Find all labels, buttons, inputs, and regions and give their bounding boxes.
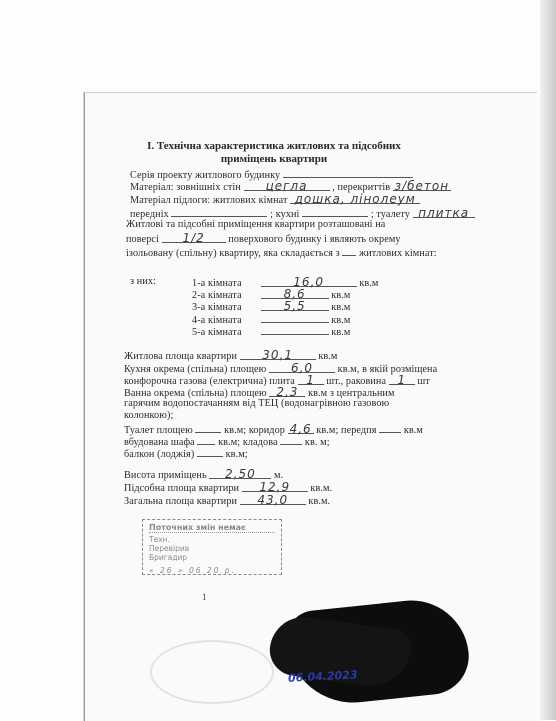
building-text: поверхового будинку і являють окрему	[228, 234, 401, 245]
balcony-unit: кв.м;	[225, 449, 248, 460]
sink-unit: шт	[417, 376, 430, 387]
stamp-line-technician: Техн.	[149, 535, 170, 544]
kitchen-floor-field	[302, 206, 368, 217]
height-value: 2,50	[225, 467, 256, 481]
sink-value: 1	[397, 373, 407, 387]
stamp-line-foreman: Бригадир	[149, 553, 188, 562]
aux-area-row	[124, 481, 332, 495]
entrance-label: кв.м; передпя	[316, 425, 377, 436]
isolated-text: ізольовану (спільну) квартиру, яка складається з	[126, 248, 340, 259]
stamp-line-checked: Перевірив	[149, 544, 190, 553]
room-value: 8,6	[283, 287, 306, 301]
room-value: 5,5	[283, 299, 306, 313]
faded-seal	[150, 640, 274, 704]
room-row	[192, 324, 350, 339]
floors-value: з/бетон	[394, 179, 450, 193]
aux-area-value: 12,9	[259, 480, 291, 494]
balcony-label: балкон (лоджія)	[124, 449, 195, 460]
room-label: 3-а кімната	[192, 302, 242, 313]
stove-value: 1	[306, 373, 315, 387]
pantry-unit: кв. м;	[304, 437, 330, 448]
height-unit: м.	[274, 470, 284, 481]
floor-material-label: Матеріал підлоги: житлових кімнат	[130, 195, 288, 206]
toilet-area-label: Туалет площею	[124, 425, 193, 436]
kitchen-area-rest: кв.м, в якій розміщена	[337, 364, 438, 375]
stove-rest: шт., раковина	[326, 376, 387, 387]
living-area-label: Житлова площа квартири	[124, 351, 237, 362]
room-value: 16,0	[293, 275, 325, 289]
stamp-title: Поточних змін немає	[149, 523, 275, 533]
room-unit: кв.м	[359, 278, 379, 289]
kitchen-floor-label: ; кухні	[270, 209, 300, 220]
pantry-field	[280, 434, 302, 445]
living-area-value: 30,1	[262, 348, 294, 362]
project-series-label: Серія проекту житлового будинку	[130, 170, 281, 181]
total-area-value: 43,0	[257, 493, 289, 507]
stove-label: конфорочна газова (електрична) плита	[124, 376, 295, 387]
toilet-area-field	[195, 422, 221, 433]
toilet-floor-label: ; туалету	[370, 209, 410, 220]
living-area-unit: кв.м	[318, 351, 338, 362]
room-label: 1-а кімната	[192, 278, 242, 289]
pantry-label: кв.м; кладова	[218, 437, 278, 448]
bath-value: 2,3	[276, 385, 299, 399]
wardrobe-label: вбудована шафа	[124, 437, 195, 448]
room-unit: кв.м	[331, 327, 351, 338]
entrance-unit: кв.м	[403, 425, 423, 436]
scan-shadow	[540, 0, 556, 720]
bath-rest: кв.м з центральним	[308, 388, 395, 399]
floor-prefix: поверсі	[126, 234, 159, 245]
handwritten-date: 06.04.2023	[287, 668, 358, 685]
total-area-row	[124, 494, 330, 508]
balcony-row	[124, 446, 248, 461]
entrance-field	[379, 422, 401, 433]
room-unit: кв.м	[331, 302, 351, 313]
toilet-floor-value: плитка	[418, 206, 470, 220]
isolated-row	[126, 245, 437, 260]
walls-label: Матеріал: зовнішніх стін	[130, 182, 241, 193]
project-series-field	[283, 167, 413, 178]
section-title	[104, 140, 444, 166]
total-area-unit: кв.м.	[308, 496, 331, 507]
page-number: 1	[202, 592, 207, 602]
hot-water-text: гарячим водопостачанням від ТЕЦ (водонагрівною газовою	[124, 398, 390, 409]
title-line-1: I. Технічна характеристика житлових та підсобних	[147, 140, 401, 152]
room-unit: кв.м	[331, 315, 351, 326]
aux-area-label: Підсобна площа квартири	[124, 483, 240, 494]
no-changes-stamp	[142, 519, 282, 575]
living-rooms-text: Житлові та підсобні приміщення квартири розташовані на	[126, 219, 386, 230]
stamp-date: « 26 » 06 20 р.	[149, 566, 236, 575]
hall-label: передніх	[130, 209, 169, 220]
kitchen-area-value: 6,0	[290, 361, 314, 375]
corridor-value: 4,6	[289, 422, 312, 436]
kitchen-area-label: Кухня окрема (спільна) площею	[124, 364, 267, 375]
room-label: 5-а кімната	[192, 327, 242, 338]
column-text: колонкою);	[124, 410, 174, 421]
hall-field	[171, 206, 267, 217]
floor-value: 1/2	[182, 231, 205, 245]
floor-rooms-value: дошка, лінолеум	[294, 192, 416, 206]
wardrobe-field	[197, 434, 215, 445]
aux-area-unit: кв.м.	[310, 483, 333, 494]
room-unit: кв.м	[331, 290, 351, 301]
corridor-label: кв.м; коридор	[224, 425, 285, 436]
bath-label: Ванна окрема (спільна) площею	[124, 388, 267, 399]
floor-row	[126, 232, 401, 246]
rooms-suffix: житлових кімнат:	[359, 248, 437, 259]
rooms-count-field	[342, 245, 356, 256]
title-line-2: приміщень квартири	[220, 153, 328, 165]
floors-label: , перекриттів	[332, 182, 391, 193]
total-area-label: Загальна площа квартири	[124, 496, 238, 507]
walls-value: цегла	[265, 179, 308, 193]
of-them-label: з них:	[130, 276, 156, 287]
room-label: 4-а кімната	[192, 315, 242, 326]
room-label: 2-а кімната	[192, 290, 242, 301]
height-label: Висота приміщень	[124, 470, 207, 481]
balcony-field	[197, 446, 223, 457]
floor-material-row	[130, 193, 420, 207]
